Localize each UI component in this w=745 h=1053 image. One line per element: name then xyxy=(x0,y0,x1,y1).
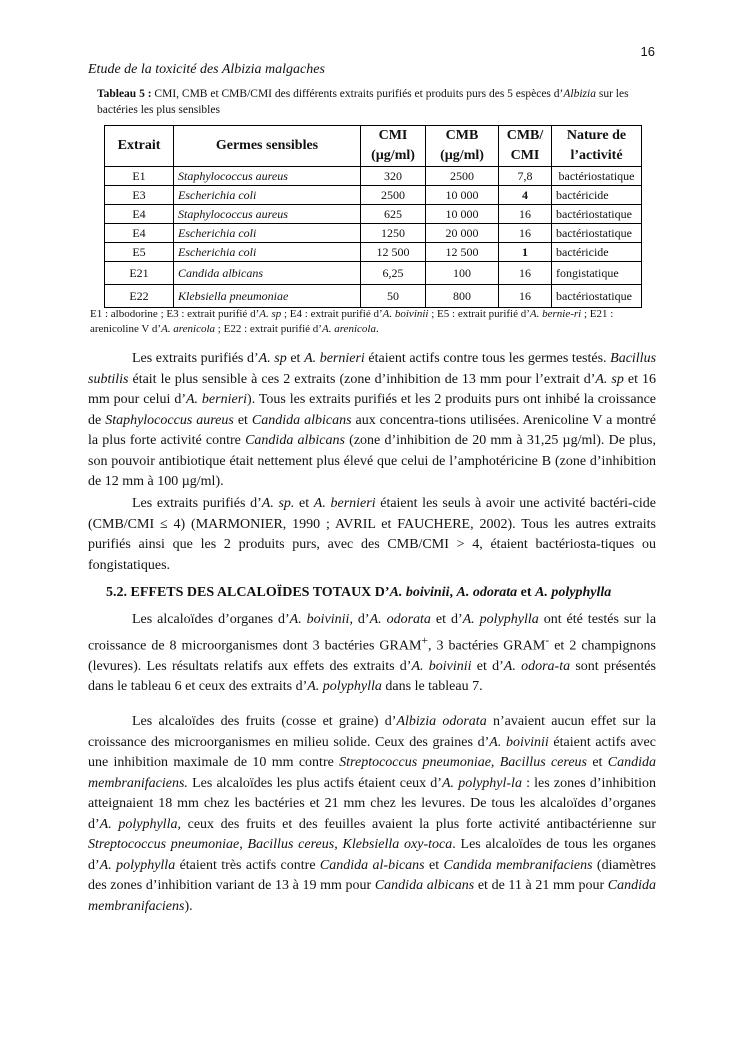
table-caption: Tableau 5 : CMI, CMB et CMB/CMI des différents extraits purifiés et produits purs des 5 espèces d’Albizia sur les bactéries les plus sensibles xyxy=(97,88,629,116)
header-germes: Germes sensibles xyxy=(174,126,361,167)
page-number: 16 xyxy=(640,44,655,59)
paragraph-2: Les extraits purifiés d’A. sp. et A. bernieri étaient les seuls à avoir une activité bactéri-cide (CMB/CMI ≤ 4) (MARMONIER, 1990 ; AVRIL et FAUCHERE, 2002). Tous les autres extraits purifiés ainsi que les 2 produits purs, avec des CMB/CMI > 4, étaient bactériosta-tiques ou fongistatiques. xyxy=(88,496,657,573)
paragraph-3: Les alcaloïdes d’organes d’A. boivinii, d’A. odorata et d’A. polyphylla ont été testés sur la croissance de 8 microorganismes dont 3 bactéries GRAM+, 3 bactéries GRAM- et 2 champignons (levures). Les résultats relatifs aux effets des extraits d’A. boivinii et d’A. odora-ta sont présentés dans le tableau 6 et ceux des extraits d’A. polyphylla dans le tableau 7. xyxy=(88,612,657,695)
table-row: E22 Klebsiella pneumoniae 50 800 16 bactériostatique xyxy=(105,285,642,308)
table-row: E5 Escherichia coli 12 500 12 500 1 bactéricide xyxy=(105,243,642,262)
section-heading: 5.2. EFFETS DES ALCALOÏDES TOTAUX D’A. boivinii, A. odorata et A. polyphylla xyxy=(106,585,612,600)
paragraph-1: Les extraits purifiés d’A. sp et A. bernieri étaient actifs contre tous les germes testés. Bacillus subtilis était le plus sensible à ces 2 extraits (zone d’inhibition de 13 mm pour l’extrait d’A. sp et 16 mm pour celui d’A. bernieri). Tous les extraits purifiés et les 2 produits purs ont inhibé la croissance de Staphylococcus aureus et Candida albicans aux concentra-tions utilisées. Arenicoline V a montré la plus forte activité contre Candida albicans (zone d’inhibition de 20 mm à 31,25 µg/ml). De plus, son pouvoir antibiotique était nettement plus élevé que celui de l’amphotéricine B (zone d’inhibition de 12 mm à 100 µg/ml). xyxy=(88,351,657,489)
header-cmb: CMB (µg/ml) xyxy=(426,126,499,167)
header-cmi: CMI (µg/ml) xyxy=(361,126,426,167)
table-row: E1 Staphylococcus aureus 320 2500 7,8 bactériostatique xyxy=(105,167,642,186)
table-header-row xyxy=(105,126,642,167)
table-row: E4 Staphylococcus aureus 625 10 000 16 bactériostatique xyxy=(105,205,642,224)
table-footnote: E1 : albodorine ; E3 : extrait purifié d’A. sp ; E4 : extrait purifié d’A. boivinii ; E5 : extrait purifié d’A. bernie-ri ; E21 : arenicoline V d’A. arenicola ; E22 : extrait purifié d’A. arenicola. xyxy=(90,308,614,335)
table-row: E4 Escherichia coli 1250 20 000 16 bactériostatique xyxy=(105,224,642,243)
table-row: E3 Escherichia coli 2500 10 000 4 bactéricide xyxy=(105,186,642,205)
table-row: E21 Candida albicans 6,25 100 16 fongistatique xyxy=(105,262,642,285)
header-nature: Nature de l’activité xyxy=(552,126,642,167)
header-ratio: CMB/ CMI xyxy=(499,126,552,167)
running-header: Etude de la toxicité des Albizia malgaches xyxy=(88,62,325,77)
header-extrait: Extrait xyxy=(105,126,174,167)
results-table xyxy=(104,125,642,308)
table-caption-label: Tableau 5 : xyxy=(97,88,152,100)
paragraph-4: Les alcaloïdes des fruits (cosse et graine) d’Albizia odorata n’avaient aucun effet sur la croissance des microorganismes en milieu solide. Ceux des graines d’A. boivinii étaient actifs avec une inhibition maximale de 10 mm contre Streptococcus pneumoniae, Bacillus cereus et Candida membranifaciens. Les alcaloïdes les plus actifs étaient ceux d’A. polyphyl-la : les zones d’inhibition atteignaient 18 mm chez les bactéries et 21 mm chez les levures. De tous les alcaloïdes d’organes d’A. polyphylla, ceux des fruits et des feuilles avaient la plus forte activité antibactérienne sur Streptococcus pneumoniae, Bacillus cereus, Klebsiella oxy-toca. Les alcaloïdes de tous les organes d’A. polyphylla étaient très actifs contre Candida al-bicans et Candida membranifaciens (diamètres des zones d’inhibition variant de 13 à 19 mm pour Candida albicans et de 11 à 21 mm pour Candida membranifaciens). xyxy=(88,714,657,914)
